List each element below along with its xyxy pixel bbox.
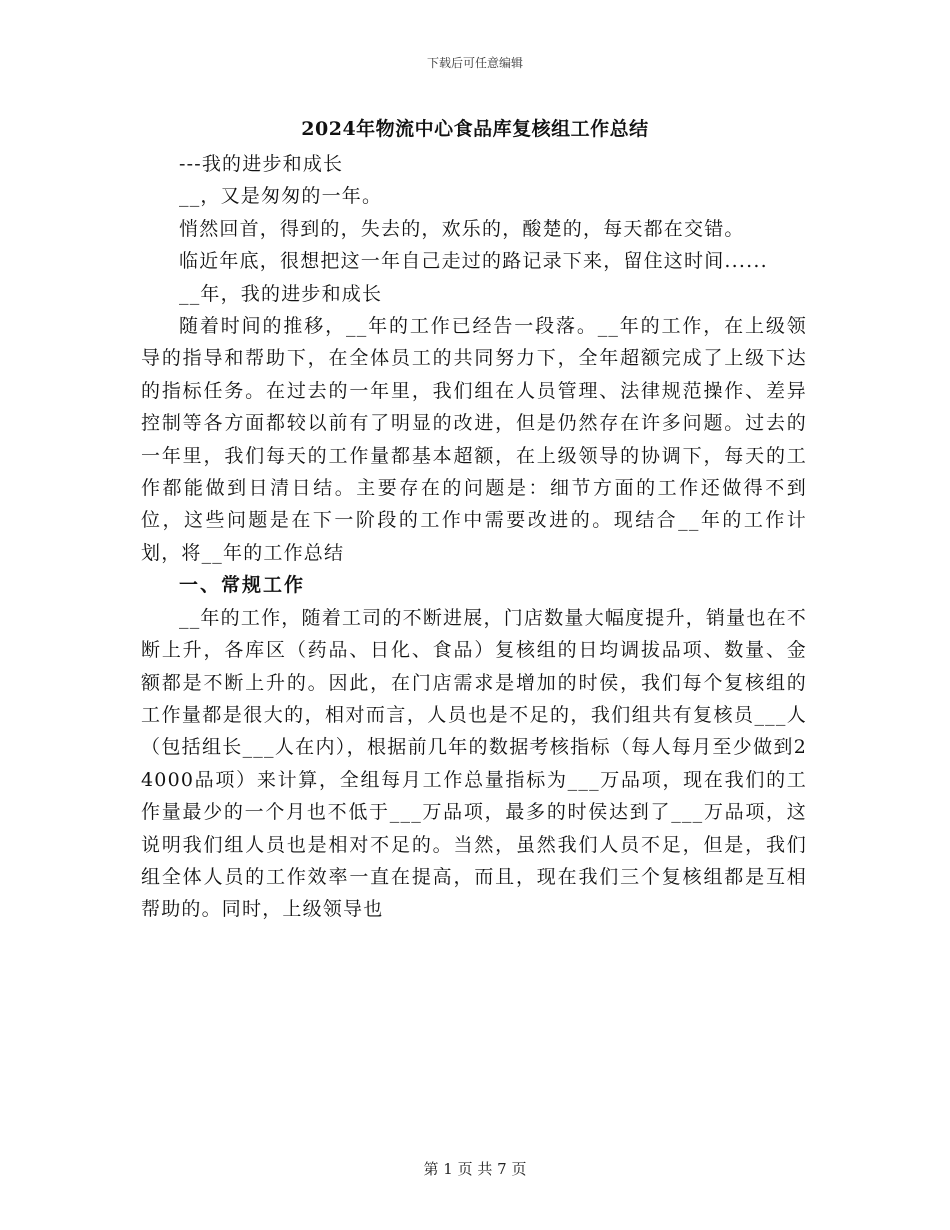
document-title: 2024年物流中心食品库复核组工作总结: [301, 118, 649, 140]
page-indicator: 第 1 页 共 7 页: [423, 1160, 527, 1178]
body-paragraph: __，又是匆匆的一年。: [179, 185, 383, 208]
section-heading: 一、常规工作: [179, 574, 306, 597]
body-paragraph: 悄然回首，得到的，失去的，欢乐的，酸楚的，每天都在交错。: [179, 217, 745, 240]
body-paragraph: 随着时间的推移，__年的工作已经告一段落。__年的工作，在上级领导的指导和帮助下，在全体员工的共同努力下，全年超额完成了上级下达的指标任务。在过去的一年里，我们组在人员管理、法律规范操作、差异控制等各方面都较以前有了明显的改进，但是仍然存在许多问题。过去的一年里，我们每天的工作量都基本超额，在上级领导的协调下，每天的工作都能做到日清日结。主要存在的问题是：细节方面的工作还做得不到位，这些问题是在下一阶段的工作中需要改进的。现结合__年的工作计划，将__年的工作总结: [141, 315, 807, 564]
body-paragraph: __年，我的进步和成长: [179, 282, 383, 305]
subtitle-paragraph: ---我的进步和成长: [179, 153, 344, 175]
page-header-note: 下载后可任意编辑: [426, 56, 523, 70]
section-paragraph: __年的工作，随着工司的不断进展，门店数量大幅度提升，销量也在不断上升，各库区（药品、日化、食品）复核组的日均调拔品项、数量、金额都是不断上升的。因此，在门店需求是增加的时侯，我们每个复核组的工作量都是很大的，相对而言，人员也是不足的，我们组共有复核员___人（包括组长___人在内），根据前几年的数据考核指标（每人每月至少做到24000品项）来计算，全组每月工作总量指标为___万品项，现在我们的工作量最少的一个月也不低于___万品项，最多的时侯达到了___万品项，这说明我们组人员也是相对不足的。当然，虽然我们人员不足，但是，我们组全体人员的工作效率一直在提高，而且，现在我们三个复核组都是互相帮助的。同时，上级领导也: [141, 606, 807, 921]
body-paragraph: 临近年底，很想把这一年自己走过的路记录下来，留住这时间......: [179, 250, 768, 273]
document-body: [141, 148, 807, 926]
